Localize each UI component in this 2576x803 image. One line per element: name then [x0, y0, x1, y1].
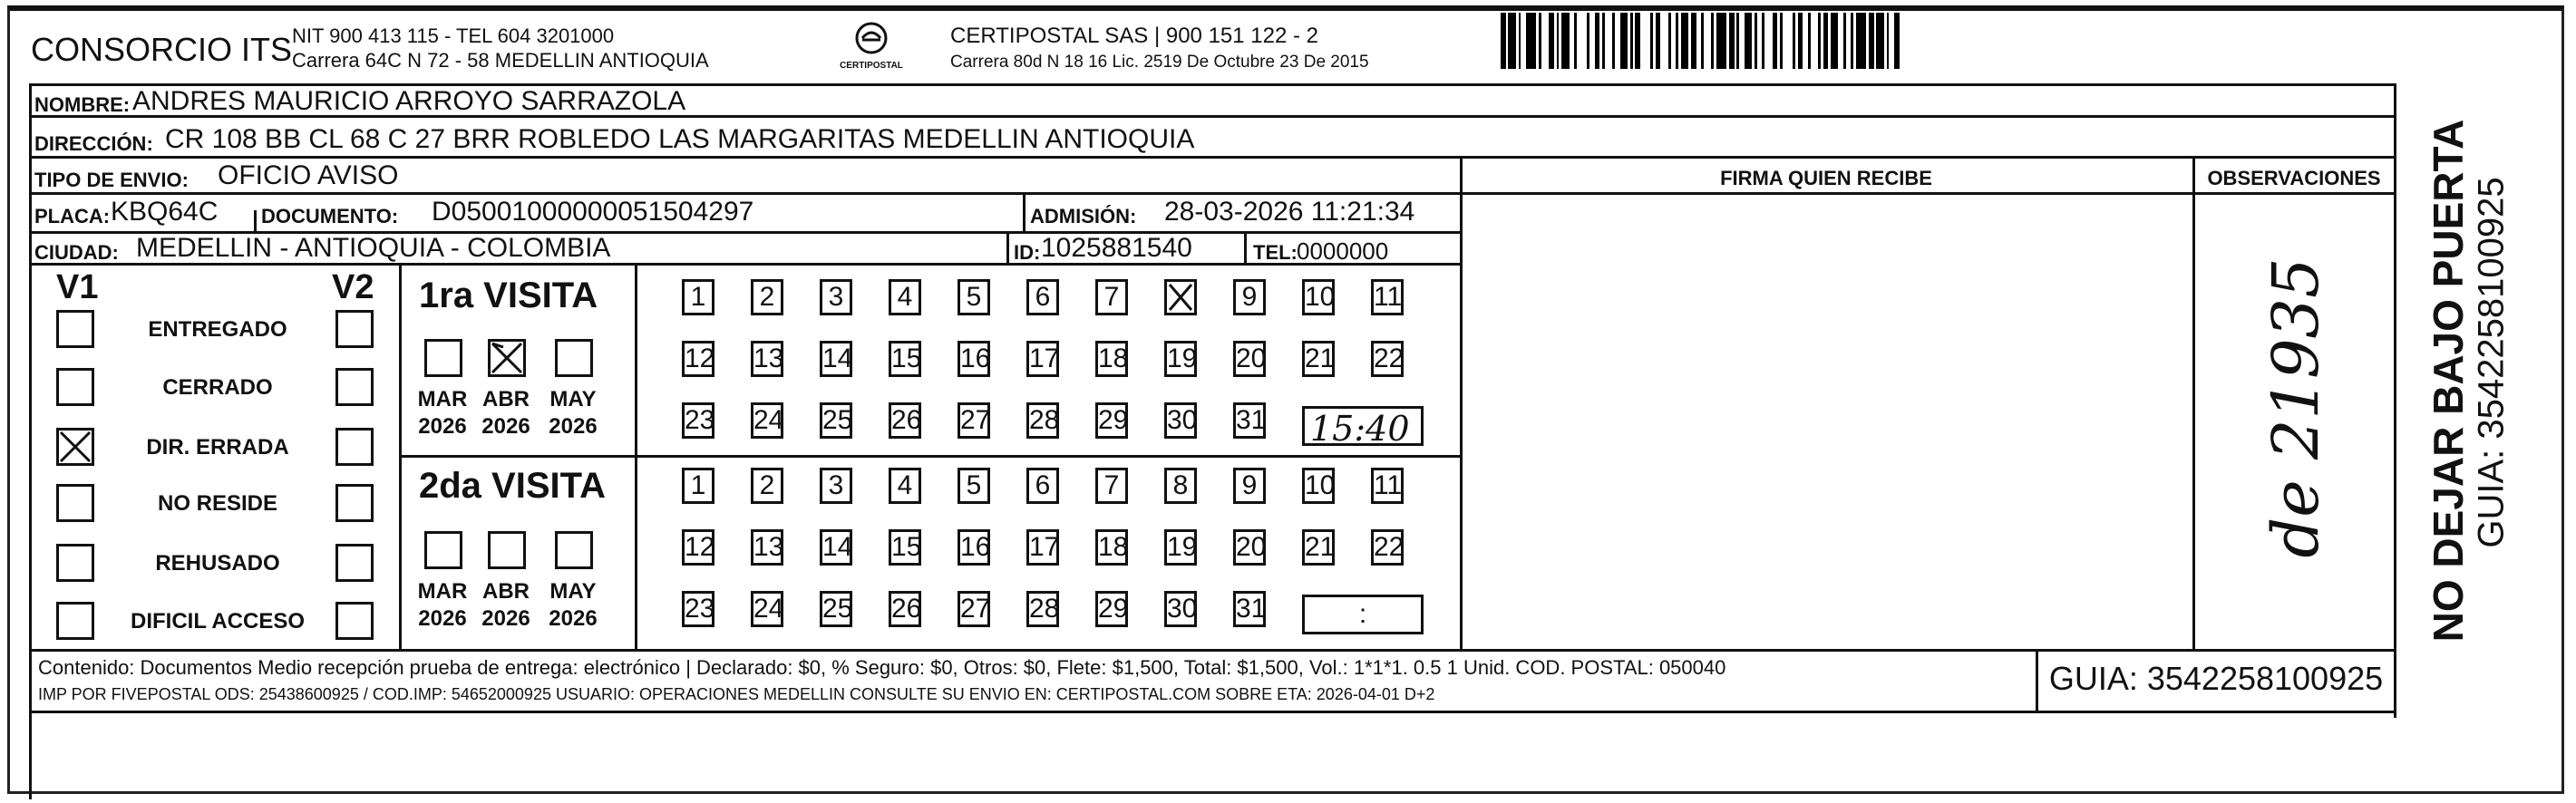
v2-checkbox[interactable] [335, 428, 374, 466]
day-box[interactable]: 6 [1026, 468, 1059, 504]
barcode-bar [1869, 13, 1874, 69]
certipostal-logo [832, 20, 910, 71]
barcode-bar [1508, 13, 1515, 69]
tel-value: 0000000 [1297, 237, 1389, 265]
barcode-bar [1539, 13, 1541, 69]
barcode-bar [1716, 13, 1726, 69]
day-box[interactable]: 6 [1026, 279, 1059, 315]
barcode-bar [1818, 13, 1821, 69]
day-box[interactable]: 11 [1371, 468, 1404, 504]
day-box[interactable]: 14 [820, 529, 852, 566]
day-box[interactable]: 28 [1026, 591, 1059, 627]
barcode-bar [1602, 13, 1605, 69]
placa-value: KBQ64C [111, 197, 219, 227]
day-box[interactable]: 23 [682, 591, 714, 627]
day-box[interactable]: 26 [889, 402, 921, 439]
footer-guia: GUIA: 3542258100925 [2048, 660, 2384, 697]
tipo-envio-label: TIPO DE ENVIO: [34, 169, 189, 191]
side-guia: GUIA: 3542258100925 [2471, 177, 2512, 548]
day-box[interactable]: 27 [957, 591, 990, 627]
day-box[interactable]: 18 [1095, 341, 1128, 377]
day-box[interactable]: 24 [751, 402, 783, 439]
day-box[interactable]: 20 [1233, 529, 1266, 566]
barcode-bar [1729, 13, 1735, 69]
day-box[interactable]: 15 [889, 341, 921, 377]
day-box[interactable]: 7 [1095, 279, 1128, 315]
v1-checkbox[interactable] [56, 368, 94, 406]
day-box[interactable]: 31 [1233, 591, 1266, 627]
v2-checkbox[interactable] [335, 368, 374, 406]
row-divider [29, 711, 2396, 713]
status-label: ENTREGADO [148, 317, 287, 342]
day-box[interactable]: 8 [1164, 468, 1197, 504]
day-box[interactable]: 12 [682, 529, 714, 566]
row-divider [29, 156, 2396, 159]
visita1-time: 15:40 [1310, 409, 1410, 449]
barcode-bar [1681, 13, 1688, 69]
month-label: ABR 2026 [481, 579, 530, 631]
day-box[interactable]: 9 [1233, 279, 1266, 315]
barcode-bar [1691, 13, 1696, 69]
barcode-bar [1831, 13, 1838, 69]
barcode-bar [1549, 13, 1554, 69]
barcode-bar [1650, 13, 1653, 69]
day-box[interactable]: 11 [1371, 279, 1404, 315]
barcode [1501, 0, 2181, 82]
v2-heading: V2 [332, 268, 374, 306]
month-checkbox[interactable] [424, 339, 462, 377]
status-label: DIFICIL ACCESO [130, 609, 305, 634]
company-line2: Carrera 64C N 72 - 58 MEDELLIN ANTIOQUIA [292, 49, 709, 72]
logo-text: CERTIPOSTAL [840, 61, 903, 71]
row-divider [29, 649, 2396, 652]
tipo-envio-value: OFICIO AVISO [218, 160, 399, 190]
month-label: ABR 2026 [481, 387, 530, 439]
barcode-bar [1587, 13, 1589, 69]
month-label: MAY 2026 [549, 579, 598, 631]
logo-mark-icon [853, 20, 889, 56]
col-divider [2394, 83, 2396, 718]
day-box[interactable]: 10 [1302, 468, 1335, 504]
v1-checkbox[interactable] [56, 544, 94, 582]
day-box[interactable]: 5 [957, 468, 990, 504]
barcode-bar [1736, 13, 1739, 69]
barcode-bar [1595, 13, 1600, 69]
barcode-bar [1851, 13, 1853, 69]
barcode-bar [1745, 13, 1752, 69]
firma-label: FIRMA QUIEN RECIBE [1720, 167, 1932, 189]
barcode-bar [1711, 13, 1714, 69]
col-divider [29, 83, 32, 799]
nombre-label: NOMBRE: [34, 93, 131, 116]
month-checkbox[interactable] [555, 339, 593, 377]
day-box[interactable]: 13 [751, 341, 783, 377]
visita2-time-box [1302, 595, 1424, 634]
side-warning: NO DEJAR BAJO PUERTA [2425, 119, 2472, 643]
barcode-bar [1561, 13, 1569, 69]
visita2-time: : [1358, 599, 1367, 629]
day-box[interactable]: 4 [889, 468, 921, 504]
company-name: CONSORCIO ITS [31, 31, 293, 68]
col-divider [254, 210, 257, 233]
day-box[interactable]: 17 [1026, 529, 1059, 566]
barcode-bar [1856, 13, 1866, 69]
courier-line2: Carrera 80d N 18 16 Lic. 2519 De Octubre 23 De 2015 [950, 53, 1369, 72]
month-label: MAR 2026 [417, 387, 468, 439]
day-box[interactable]: 17 [1026, 341, 1059, 377]
barcode-bar [1635, 13, 1640, 69]
observaciones-label: OBSERVACIONES [2207, 167, 2381, 189]
col-divider [2192, 156, 2195, 651]
day-box[interactable]: 1 [682, 279, 714, 315]
barcode-bar [1557, 13, 1560, 69]
day-box[interactable] [1164, 279, 1197, 315]
day-box[interactable]: 25 [820, 402, 852, 439]
day-box[interactable]: 24 [751, 591, 783, 627]
month-label: MAY 2026 [549, 387, 598, 439]
v1-checkbox[interactable] [56, 484, 94, 522]
barcode-bar [1701, 13, 1704, 69]
v2-checkbox[interactable] [335, 310, 374, 348]
footer-line1: Contenido: Documentos Medio recepción prueba de entrega: electrónico | Declarado: $0, % Seguro: $0, Otros: $0, Flete: $1,500, Total: $1,500, Vol.: 1*1*1. 0.5 1 Unid. COD. POSTAL: 050040 [38, 656, 1726, 679]
barcode-bar [1612, 13, 1615, 69]
day-box[interactable]: 16 [957, 529, 990, 566]
day-box[interactable]: 3 [820, 279, 852, 315]
v2-checkbox[interactable] [335, 544, 374, 582]
day-box[interactable]: 10 [1302, 279, 1335, 315]
day-box[interactable]: 9 [1233, 468, 1266, 504]
admision-value: 28-03-2026 11:21:34 [1164, 197, 1415, 227]
day-box[interactable]: 4 [889, 279, 921, 315]
barcode-bar [1780, 13, 1783, 69]
day-box[interactable]: 25 [820, 591, 852, 627]
barcode-bar [1798, 13, 1803, 69]
day-box[interactable]: 20 [1233, 341, 1266, 377]
day-box[interactable]: 19 [1164, 529, 1197, 566]
day-box[interactable]: 7 [1095, 468, 1128, 504]
barcode-bar [1574, 13, 1577, 69]
month-label: MAR 2026 [417, 579, 468, 631]
barcode-bar [1876, 13, 1883, 69]
day-box[interactable]: 12 [682, 341, 714, 377]
day-box[interactable]: 5 [957, 279, 990, 315]
status-label: REHUSADO [155, 551, 280, 576]
admision-label: ADMISIÓN: [1030, 205, 1137, 227]
day-box[interactable]: 18 [1095, 529, 1128, 566]
tel-label: TEL: [1253, 241, 1298, 264]
month-checkbox[interactable] [488, 339, 526, 377]
day-box[interactable]: 26 [889, 591, 921, 627]
direccion-value: CR 108 BB CL 68 C 27 BRR ROBLEDO LAS MARGARITAS MEDELLIN ANTIOQUIA [165, 124, 1195, 154]
day-box[interactable]: 28 [1026, 402, 1059, 439]
barcode-bar [1630, 13, 1633, 69]
status-label: NO RESIDE [157, 491, 278, 516]
day-box[interactable]: 1 [682, 468, 714, 504]
nombre-value: ANDRES MAURICIO ARROYO SARRAZOLA [132, 86, 686, 116]
day-box[interactable]: 3 [820, 468, 852, 504]
col-divider [1244, 232, 1247, 265]
day-box[interactable]: 19 [1164, 341, 1197, 377]
day-box[interactable]: 30 [1164, 402, 1197, 439]
day-box[interactable]: 31 [1233, 402, 1266, 439]
day-box[interactable]: 13 [751, 529, 783, 566]
day-box[interactable]: 22 [1371, 529, 1404, 566]
row-divider [399, 455, 1462, 458]
documento-label: DOCUMENTO: [261, 205, 399, 227]
day-box[interactable]: 14 [820, 341, 852, 377]
month-checkbox[interactable] [424, 531, 462, 569]
day-box[interactable]: 2 [751, 468, 783, 504]
ciudad-value: MEDELLIN - ANTIOQUIA - COLOMBIA [136, 233, 611, 263]
v1-checkbox[interactable] [56, 428, 94, 466]
barcode-bar [1526, 13, 1536, 69]
visita1-time-box [1302, 406, 1424, 449]
company-line1: NIT 900 413 115 - TEL 604 3201000 [292, 24, 615, 47]
id-label: ID: [1014, 241, 1041, 264]
row-divider [29, 192, 2396, 195]
barcode-bar [1620, 13, 1628, 69]
barcode-bar [1676, 13, 1678, 69]
barcode-bar [1668, 13, 1671, 69]
day-box[interactable]: 15 [889, 529, 921, 566]
day-box[interactable]: 27 [957, 402, 990, 439]
col-divider [1006, 232, 1009, 265]
day-box[interactable]: 22 [1371, 341, 1404, 377]
barcode-bar [1519, 13, 1521, 69]
barcode-bar [1793, 13, 1795, 69]
day-box[interactable]: 21 [1302, 529, 1335, 566]
barcode-bar [1808, 13, 1811, 69]
day-box[interactable]: 23 [682, 402, 714, 439]
day-box[interactable]: 2 [751, 279, 783, 315]
barcode-bar [1656, 13, 1661, 69]
day-box[interactable]: 30 [1164, 591, 1197, 627]
direccion-label: DIRECCIÓN: [34, 132, 153, 155]
placa-label: PLACA: [34, 205, 111, 227]
month-checkbox[interactable] [555, 531, 593, 569]
barcode-bar [1762, 13, 1764, 69]
footer-line2: IMP POR FIVEPOSTAL ODS: 25438600925 / COD.IMP: 54652000925 USUARIO: OPERACIONES MEDELLIN CONSULTE SU ENVIO EN: CERTIPOSTAL.COM SOBRE ETA: 2026-04-01 D+2 [38, 685, 1435, 703]
id-value: 1025881540 [1041, 233, 1192, 263]
status-label: DIR. ERRADA [146, 435, 289, 460]
visita1-title: 1ra VISITA [419, 276, 598, 315]
v2-checkbox[interactable] [335, 484, 374, 522]
barcode-bar [1755, 13, 1757, 69]
observaciones-note: de 21935 [2259, 257, 2333, 558]
barcode-bar [1501, 13, 1506, 69]
day-box[interactable]: 29 [1095, 402, 1128, 439]
ciudad-label: CIUDAD: [34, 241, 119, 264]
v1-checkbox[interactable] [56, 602, 94, 640]
v2-checkbox[interactable] [335, 602, 374, 640]
status-label: CERRADO [162, 375, 273, 400]
barcode-bar [1773, 13, 1778, 69]
month-checkbox[interactable] [488, 531, 526, 569]
documento-value: D05001000000051504297 [432, 197, 754, 227]
day-box[interactable]: 21 [1302, 341, 1335, 377]
visita2-title: 2da VISITA [419, 466, 606, 506]
day-box[interactable]: 29 [1095, 591, 1128, 627]
barcode-bar [1887, 13, 1890, 69]
col-divider [1023, 194, 1026, 232]
col-divider [1460, 156, 1463, 651]
v1-checkbox[interactable] [56, 310, 94, 348]
courier-line1: CERTIPOSTAL SAS | 900 151 122 - 2 [950, 24, 1318, 48]
barcode-bar [1843, 13, 1846, 69]
barcode-bar [1894, 13, 1900, 69]
day-box[interactable]: 16 [957, 341, 990, 377]
barcode-bar [1823, 13, 1829, 69]
v1-heading: V1 [56, 268, 99, 306]
